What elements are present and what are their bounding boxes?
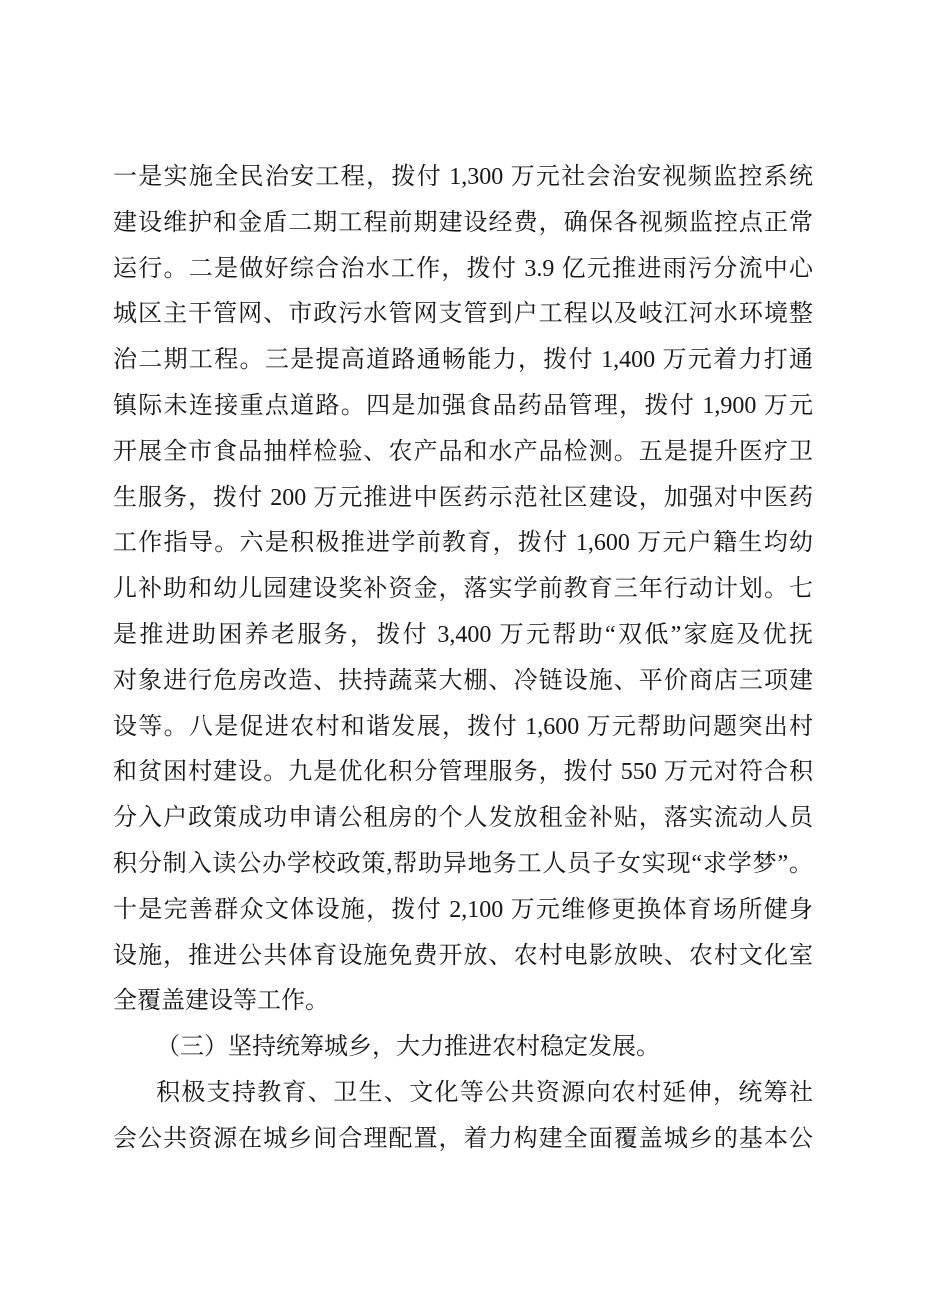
paragraph-end-line: 全覆盖建设等工作。 [113,988,329,1015]
text-line: 积极支持教育、卫生、文化等公共资源向农村延伸，统筹社 [156,1079,813,1106]
text-line: 开展全市食品抽样检验、农产品和水产品检测。五是提升医疗卫 [113,438,813,465]
text-line: 建设维护和金盾二期工程前期建设经费，确保各视频监控点正常 [113,209,813,236]
text-line: 运行。二是做好综合治水工作，拨付 3.9 亿元推进雨污分流中心 [113,255,813,282]
text-line: 分入户政策成功申请公租房的个人发放租金补贴，落实流动人员 [113,805,813,832]
text-line: 积分制入读公办学校政策,帮助异地务工人员子女实现“求学梦”。 [113,850,813,877]
text-line: 城区主干管网、市政污水管网支管到户工程以及岐江河水环境整 [113,301,813,328]
text-line: 一是实施全民治安工程，拨付 1,300 万元社会治安视频监控系统 [113,164,813,190]
text-line: 会公共资源在城乡间合理配置，着力构建全面覆盖城乡的基本公 [113,1125,813,1152]
text-line: 设等。八是促进农村和谐发展，拨付 1,600 万元帮助问题突出村 [113,713,813,740]
text-line: 生服务，拨付 200 万元推进中医药示范社区建设，加强对中医药 [113,484,813,511]
text-line: 治二期工程。三是提高道路通畅能力，拨付 1,400 万元着力打通 [113,347,813,374]
text-line: 儿补助和幼儿园建设奖补资金，落实学前教育三年行动计划。七 [113,576,813,603]
section-heading: （三）坚持统筹城乡，大力推进农村稳定发展。 [156,1034,660,1061]
text-line: 对象进行危房改造、扶持蔬菜大棚、冷链设施、平价商店三项建 [113,667,813,694]
text-line: 镇际未连接重点道路。四是加强食品药品管理，拨付 1,900 万元 [113,392,813,419]
text-line: 是推进助困养老服务，拨付 3,400 万元帮助“双低”家庭及优抚 [113,621,813,648]
document-text-block [113,155,813,1163]
text-line: 和贫困村建设。九是优化积分管理服务，拨付 550 万元对符合积 [113,759,813,786]
text-line: 十是完善群众文体设施，拨付 2,100 万元维修更换体育场所健身 [113,896,813,923]
text-line: 设施，推进公共体育设施免费开放、农村电影放映、农村文化室 [113,942,813,969]
text-line: 工作指导。六是积极推进学前教育，拨付 1,600 万元户籍生均幼 [113,530,813,557]
